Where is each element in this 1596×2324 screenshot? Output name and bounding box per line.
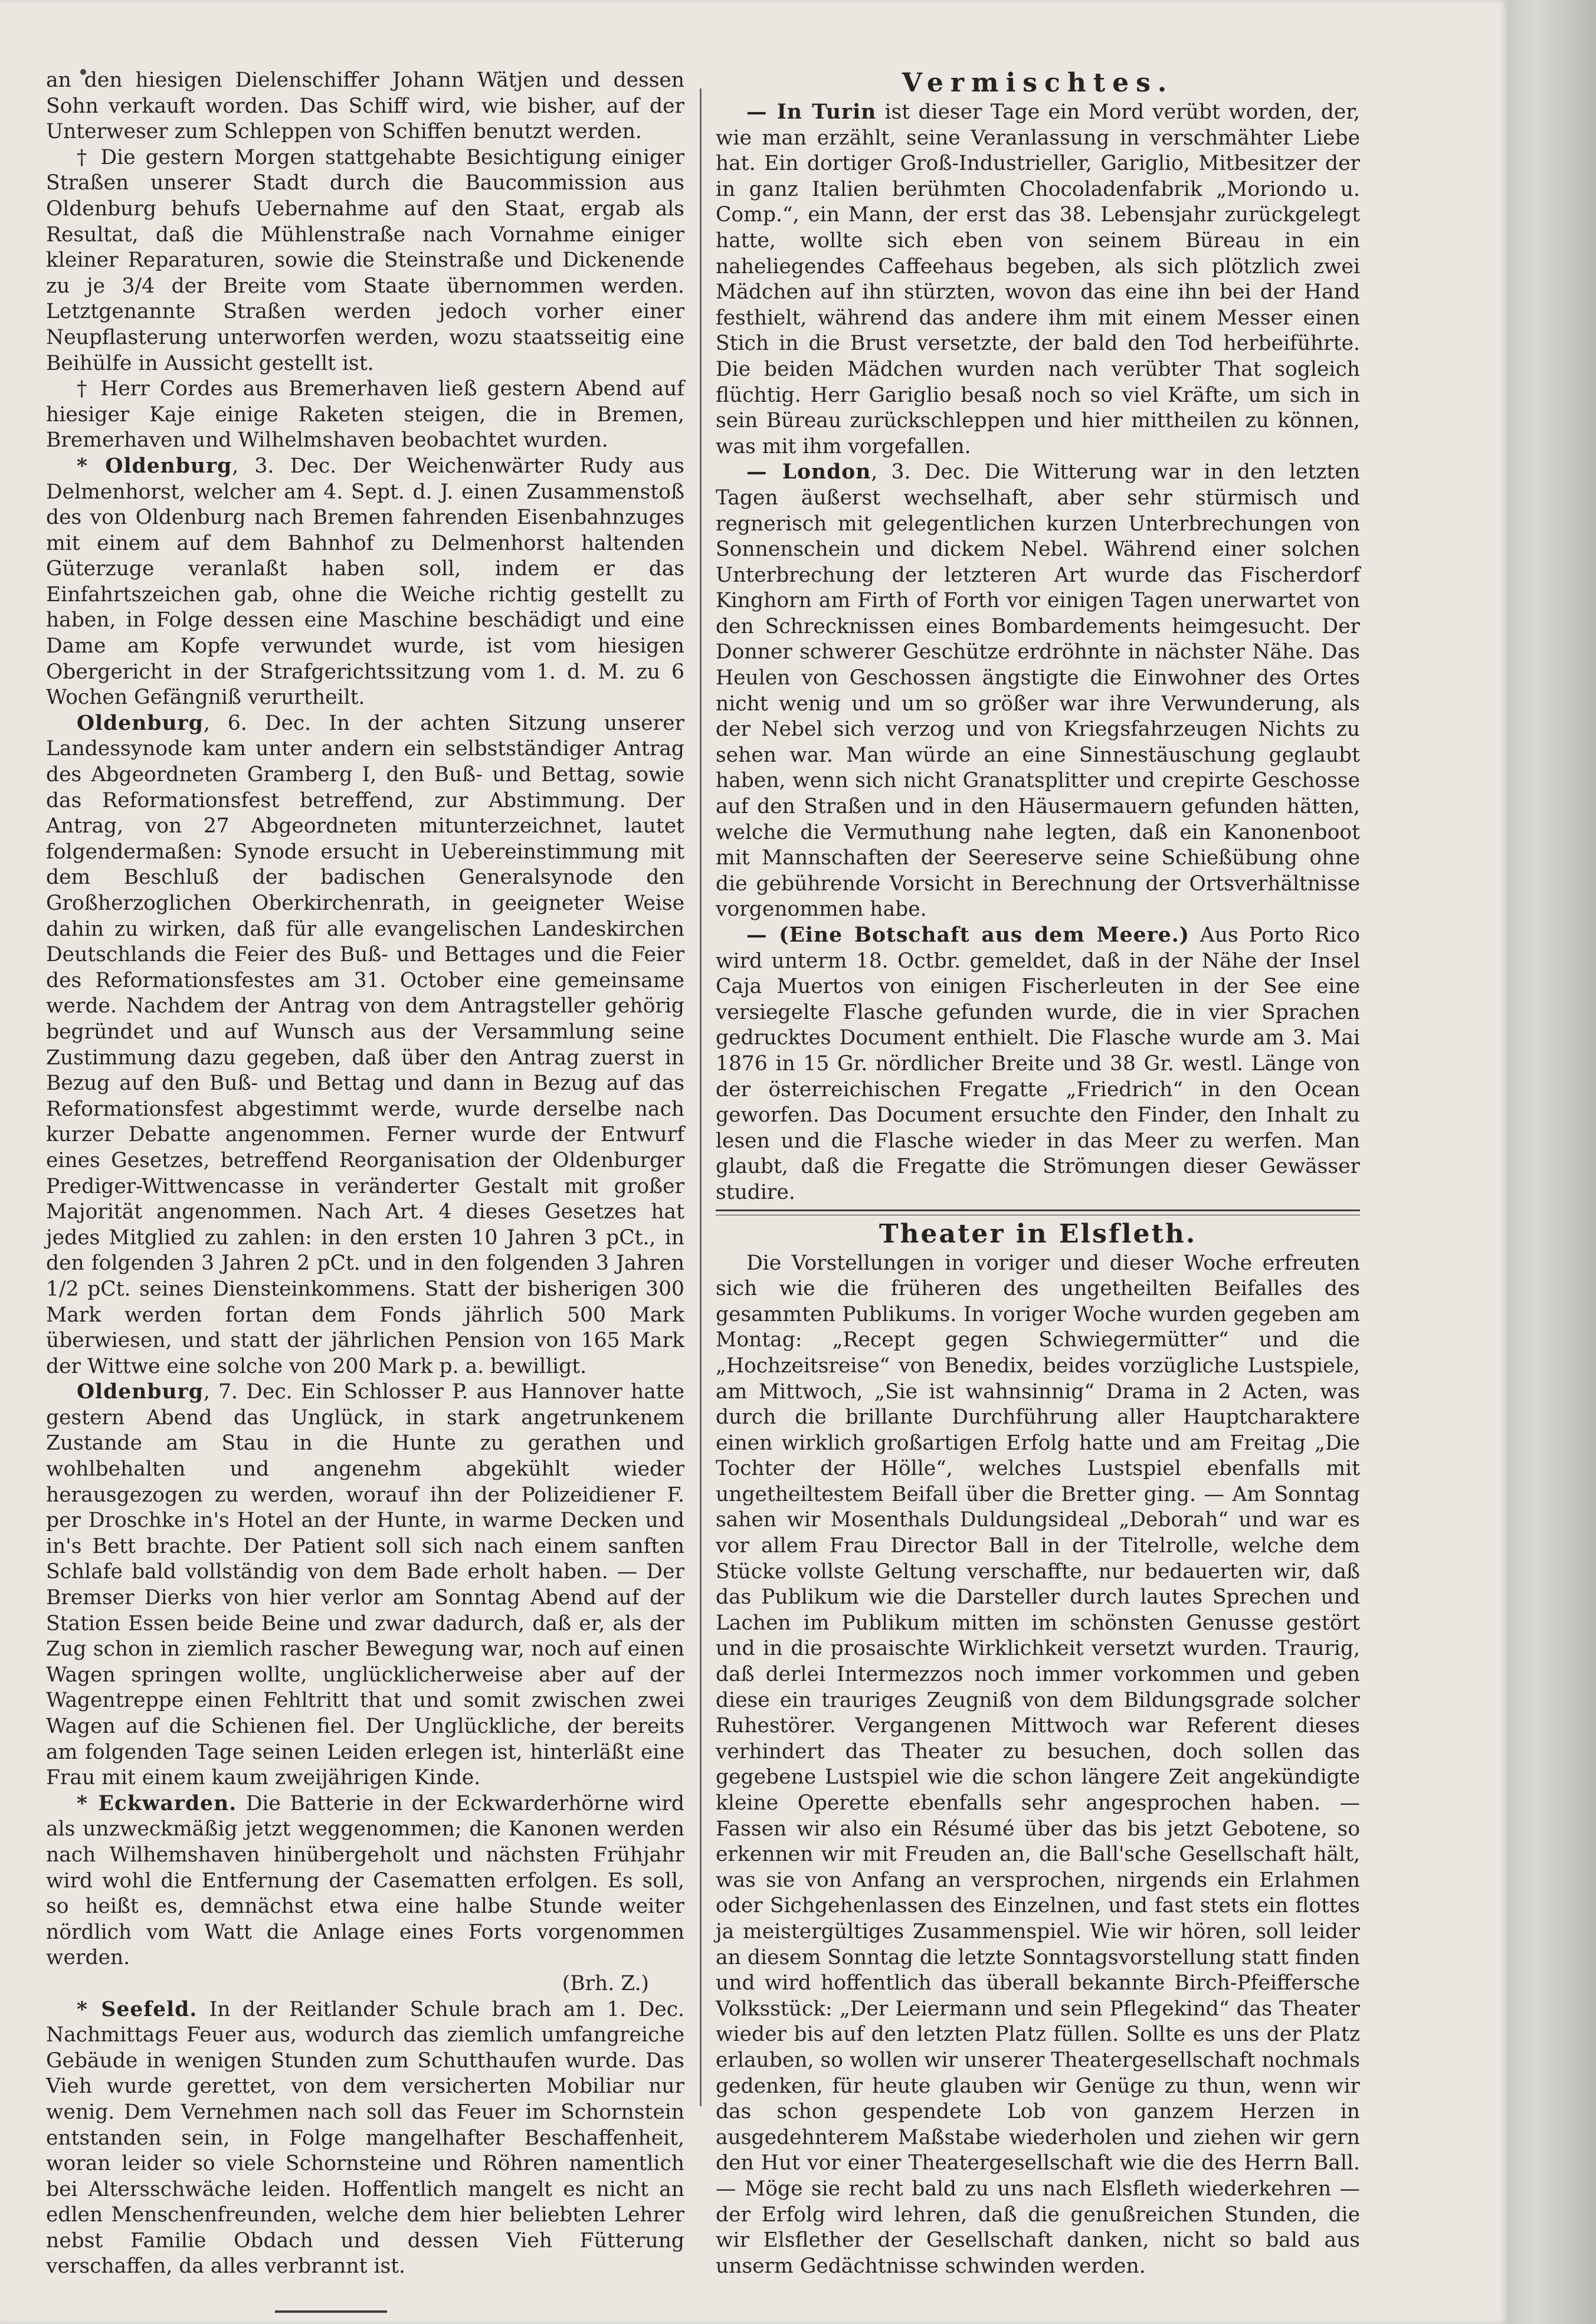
- article-text: Die Batterie in der Eckwarderhörne wird als unzweckmäßig jetzt weggenommen; die Kanonen werden nach Wilhemshaven hinübergeholt und nächsten Frühjahr wird wohl die Entfernung der Casematten erfolgen. Es soll, so heißt es, demnächst etwa eine halbe Stunde weiter nördlich vom Watt die Anlage eines Forts vorgenommen werden.: [46, 1791, 684, 1970]
- left-column: [46, 68, 684, 2313]
- article-paragraph: an den hiesigen Dielenschiffer Johann Wätjen und dessen Sohn verkauft worden. Das Schiff wird, wie bisher, auf der Unterweser zum Schleppen von Schiffen benutzt werden.: [46, 68, 684, 144]
- article-oldenburg-2: [46, 711, 684, 1379]
- article-theater: Die Vorstellungen in voriger und dieser Woche erfreuten sich wie die früheren des ungetheilten Beifalles des gesammten Publikums. In voriger Woche wurden gegeben am Montag: „Recept gegen Schwiegermütter“ und die „Hochzeitsreise“ von Benedix, beides vorzügliche Lustspiele, am Mittwoch, „Sie ist wahnsinnig“ Drama in 2 Acten, was durch die brillante Durchführung aller Hauptcharaktere einen wirklich großartigen Erfolg hatte und am Freitag „Die Tochter der Hölle“, welches Lustspiel ebenfalls mit ungetheiltestem Beifall über die Bretter ging. — Am Sonntag sahen wir Mosenthals Duldungsideal „Deborah“ und war es vor allem Frau Director Ball in der Titelrolle, welche dem Stücke vollste Geltung verschaffte, nur bedauerten wir, daß das Publikum wie die Darsteller durch lautes Sprechen und Lachen im Publikum mitten im schönsten Genusse gestört und in die prosaischte Wirklichkeit versetzt wurden. Traurig, daß derlei Intermezzos noch immer vorkommen und geben diese ein trauriges Zeugniß von dem Bildungsgrade solcher Ruhestörer. Vergangenen Mittwoch war Referent dieses verhindert das Theater zu besuchen, doch sollen das gegebene Lustspiel wie die schon längere Zeit angekündigte kleine Operette ebenfalls sehr angesprochen haben. — Fassen wir also ein Résumé über das bis jetzt Gebotene, so erkennen wir mit Freuden an, die Ball'sche Gesellschaft hält, was sie von Anfang an versprochen, nirgends ein Erlahmen oder Sichgehenlassen des Einzelnen, und fast stets ein flottes ja meistergültiges Zusammenspiel. Wie wir hören, soll leider an diesem Sonntag die letzte Sonntagsvorstellung statt finden und wird hoffentlich das überall bekannte Birch-Pfeiffersche Volksstück: „Der Leiermann und sein Pflegekind“ das Theater wieder bis auf den letzten Platz füllen. Sollte es uns der Platz erlauben, so wollen wir unserer Theatergesellschaft nochmals gedenken, für heute glauben wir Genüge zu thun, wenn wir das schon gespendete Lob von ganzem Herzen in ausgedehnterem Maßstabe wiederholen und ziehen wir gern den Hut vor einer Theatergesellschaft wie die des Herrn Ball. — Möge sie recht bald zu uns nach Elsfleth wiederkehren — der Erfolg wird lehren, daß die genußreichen Stunden, die wir Elsflether der Gesellschaft danken, nicht so bald aus unserm Gedächtnisse schwinden werden.: [716, 1251, 1360, 2278]
- dateline-place: — London: [746, 460, 871, 484]
- dateline-place: — In Turin: [746, 100, 877, 124]
- dateline-place: * Eckwarden.: [77, 1791, 237, 1815]
- article-text: , 6. Dec. In der achten Sitzung unserer Landessynode kam unter andern ein selbstständiger Antrag des Abgeordneten Gramberg I, den Buß- und Bettag, sowie das Reformationsfest betreffend, zur Abstimmung. Der Antrag, von 27 Abgeordneten mitunterzeichnet, lautet folgendermaßen: Synode ersucht in Uebereinstimmung mit dem Beschluß der badischen Generalsynode den Großherzoglichen Oberkirchenrath, in geeigneter Weise dahin zu wirken, daß für alle evangelischen Landeskirchen Deutschlands die Feier des Buß- und Bettages und die Feier des Reformationsfestes am 31. October eine gemeinsame werde. Nachdem der Antrag von dem Antragsteller gehörig begründet und auf Wunsch aus der Versammlung seine Zustimmung dazu gegeben, daß über den Antrag zuerst in Bezug auf den Buß- und Bettag und dann in Bezug auf das Reformationsfest abgestimmt werde, wurde derselbe nach kurzer Debatte angenommen. Ferner wurde der Entwurf eines Gesetzes, betreffend Reorganisation der Oldenburger Prediger-Wittwencasse in veränderter Gestalt mit großer Majorität angenommen. Nach Art. 4 dieses Gesetzes hat jedes Mitglied zu zahlen: in den ersten 10 Jahren 3 pCt., in den folgenden 3 Jahren 2 pCt. und in den folgenden 3 Jahren 1/2 pCt. seines Diensteinkommens. Statt der bisherigen 300 Mark werden fortan dem Fonds jährlich 500 Mark überwiesen, und statt der jährlichen Pension von 165 Mark der Wittwe eine solche von 200 Mark p. a. bewilligt.: [46, 711, 684, 1378]
- article-text: , 3. Dec. Die Witterung war in den letzten Tagen äußerst wechselhaft, aber sehr stürmisch und regnerisch mit gelegentlichen kurzen Unterbrechungen von Sonnenschein und dickem Nebel. Während einer solchen Unterbrechung der letzteren Art wurde das Fischerdorf Kinghorn am Firth of Forth vor einigen Tagen unerwartet von den Schrecknissen eines Bombardements heimgesucht. Der Donner schwerer Geschütze erdröhnte in nächster Nähe. Das Heulen von Geschossen ängstigte die Einwohner des Ortes nicht wenig und um so größer war ihre Verwunderung, als der Nebel sich verzog und von Kriegsfahrzeugen Nichts zu sehen war. Man würde an eine Sinnestäuschung geglaubt haben, wenn sich nicht Granatsplitter und crepirte Geschosse auf den Straßen und in den Häusermauern gefunden hätten, welche die Vermuthung nahe legten, daß ein Kanonenboot mit Mannschaften der Seereserve seine Schießübung ohne die gebührende Vorsicht in Berechnung der Ortsverhältnisse vorgenommen habe.: [716, 460, 1360, 922]
- article-eckwarden: [46, 1791, 684, 1971]
- dateline-place: Oldenburg: [77, 1380, 204, 1404]
- article-text: , 3. Dec. Der Weichenwärter Rudy aus Delmenhorst, welcher am 4. Sept. d. J. einen Zusammenstoß des von Oldenburg nach Bremen fahrenden Eisenbahnzuges mit einem auf dem Bahnhof zu Delmenhorst haltenden Güterzuge veranlaßt haben soll, indem er das Einfahrtszeichen gab, ohne die Weiche richtig gestellt zu haben, in Folge dessen eine Maschine beschädigt und eine Dame am Kopfe verwundet wurde, ist vom hiesigen Obergericht in der Strafgerichtssitzung vom 1. d. M. zu 6 Wochen Gefängniß verurtheilt.: [46, 454, 684, 710]
- right-column: [716, 68, 1360, 2279]
- article-botschaft: [716, 923, 1360, 1206]
- dateline-place: — (Eine Botschaft aus dem Meere.): [746, 923, 1190, 947]
- article-seefeld: [46, 1997, 684, 2280]
- dateline-place: Oldenburg: [77, 711, 204, 735]
- article-oldenburg-3: [46, 1379, 684, 1791]
- section-heading-vermischtes: Vermischtes.: [902, 68, 1174, 98]
- section-heading-theater: Theater in Elsfleth.: [879, 1218, 1197, 1249]
- dateline-place: * Oldenburg: [77, 454, 232, 478]
- end-rule: [275, 2310, 387, 2313]
- dateline-place: * Seefeld.: [77, 1997, 198, 2021]
- article-paragraph: † Herr Cordes aus Bremerhaven ließ gestern Abend auf hiesiger Kaje einige Raketen steigen, die in Bremen, Bremerhaven und Wilhelmshaven beobachtet wurden.: [46, 377, 684, 453]
- column-divider: [700, 88, 702, 2106]
- source-citation: (Brh. Z.): [562, 1971, 649, 1995]
- article-turin: [716, 100, 1360, 460]
- article-oldenburg-1: [46, 454, 684, 711]
- article-london: [716, 460, 1360, 923]
- article-text: Aus Porto Rico wird unterm 18. Octbr. gemeldet, daß in der Nähe der Insel Caja Muertos von einigen Fischerleuten in der See eine versiegelte Flasche gefunden wurde, die in vier Sprachen gedrucktes Document enthielt. Die Flasche wurde am 3. Mai 1876 in 15 Gr. nördlicher Breite und 38 Gr. westl. Länge von der österreichischen Fregatte „Friedrich“ in den Ocean geworfen. Das Document ersuchte den Finder, den Inhalt zu lesen und die Flasche wieder in das Meer zu werfen. Man glaubt, daß die Fregatte die Strömungen dieser Gewässer studire.: [716, 923, 1360, 1204]
- article-text: , 7. Dec. Ein Schlosser P. aus Hannover hatte gestern Abend das Unglück, in stark angetrunkenem Zustande am Stau in die Hunte zu gerathen und wohlbehalten und angenehm abgekühlt wieder herausgezogen zu werden, worauf ihn der Polizeidiener F. per Droschke in's Hotel an der Hunte, in warme Decken und in's Bett brachte. Der Patient soll sich nach einem sanften Schlafe bald vollständig von dem Bade erholt haben. — Der Bremser Dierks von hier verlor am Sonntag Abend auf der Station Essen beide Beine und zwar dadurch, daß er, als der Zug schon in ziemlich rascher Bewegung war, noch auf einen Wagen springen wollte, unglücklicherweise aber auf der Wagentreppe einen Fehltritt that und somit zwischen zwei Wagen auf die Schienen fiel. Der Unglückliche, der bereits am folgenden Tage seinen Leiden erlegen ist, hinterläßt eine Frau mit einem kaum zweijährigen Kinde.: [46, 1380, 684, 1790]
- article-text: ist dieser Tage ein Mord verübt worden, der, wie man erzählt, seine Veranlassung in verschmähter Liebe hat. Ein dortiger Groß-Industrieller, Gariglio, Mitbesitzer der in ganz Italien berühmten Chocoladenfabrik „Moriondo u. Comp.“, ein Mann, der erst das 38. Lebensjahr zurückgelegt hatte, wollte sich eben von seinem Büreau in ein naheliegendes Caffeehaus begeben, als sich plötzlich zwei Mädchen auf ihn stürzten, wovon das eine ihn bei der Hand festhielt, während das andere ihm mit einem Messer einen Stich in die Brust versetzte, der bald den Tod herbeiführte. Die beiden Mädchen wurden nach verübter That sogleich flüchtig. Herr Gariglio besaß noch so viel Kräfte, um sich in sein Büreau zurückschleppen und hier mittheilen zu können, was mit ihm vorgefallen.: [716, 100, 1361, 458]
- article-paragraph: † Die gestern Morgen stattgehabte Besichtigung einiger Straßen unserer Stadt durch die Baucommission aus Oldenburg behufs Uebernahme auf den Staat, ergab als Resultat, daß die Mühlenstraße nach Vornahme einiger kleiner Reparaturen, sowie die Steinstraße und Dickenende zu je 3/4 der Breite vom Staate übernommen werden. Letztgenannte Straßen werden jedoch vorher einer Neupflasterung unterworfen werden, wozu staatsseitig eine Beihülfe in Aussicht gestellt ist.: [46, 145, 684, 375]
- article-text: In der Reitlander Schule brach am 1. Dec. Nachmittags Feuer aus, wodurch das ziemlich umfangreiche Gebäude in wenigen Stunden zum Schutthaufen wurde. Das Vieh wurde gerettet, von dem versicherten Mobiliar nur wenig. Dem Vernehmen nach soll das Feuer im Schornstein entstanden sein, in Folge mangelhafter Beschaffenheit, woran leider so viele Schornsteine und Röhren namentlich bei Altersschwäche leiden. Hoffentlich mangelt es nicht an edlen Menschenfreunden, welche dem hier beliebten Lehrer nebst Familie Obdach und dessen Vieh Fütterung verschaffen, da alles verbrannt ist.: [46, 1997, 685, 2279]
- page-edge: [1507, 0, 1596, 2324]
- section-divider: [716, 1209, 1360, 1215]
